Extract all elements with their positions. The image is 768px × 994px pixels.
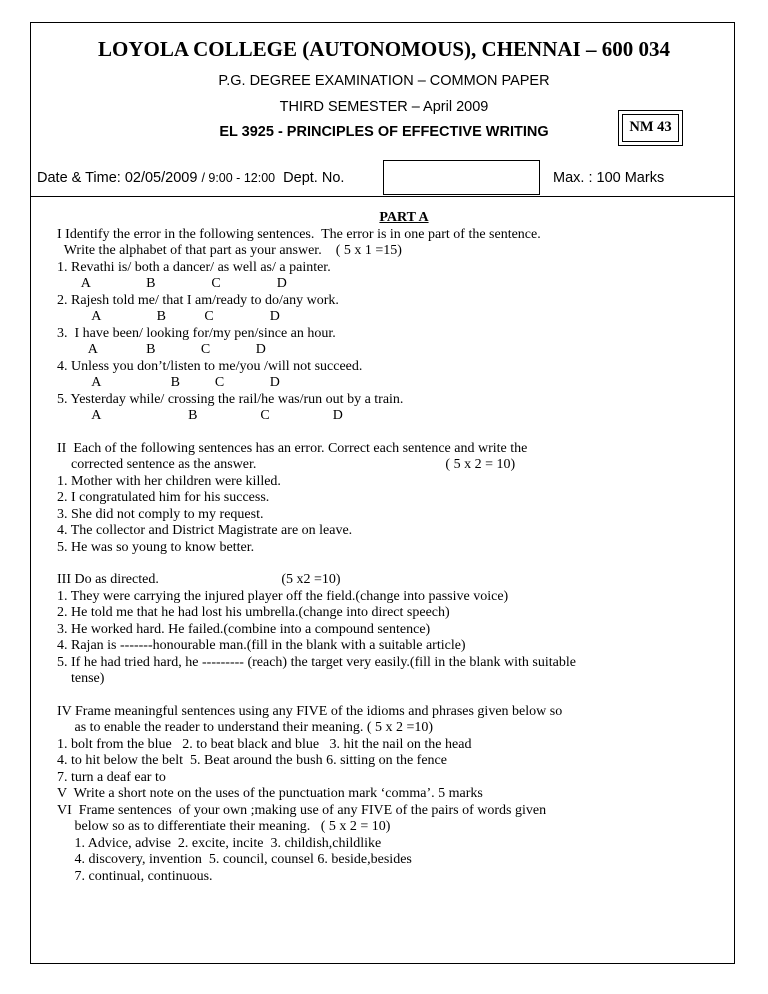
s3-item: 2. He told me that he had lost his umbrella.(change into direct speech) — [57, 605, 450, 620]
s3-item: 3. He worked hard. He failed.(combine into a compound sentence) — [57, 621, 431, 637]
s6-item: 1. Advice, advise 2. excite, incite 3. childish,childlike — [57, 835, 382, 851]
exam-title: P.G. DEGREE EXAMINATION – COMMON PAPER — [218, 73, 550, 89]
s2-item: 2. I congratulated him for his success. — [57, 490, 270, 505]
section-1-heading-2: Write the alphabet of that part as your answer. ( 5 x 1 =15) — [57, 243, 402, 258]
s4-item: 4. to hit below the belt 5. Beat around the bush 6. sitting on the fence — [57, 753, 447, 768]
paper-title: EL 3925 - PRINCIPLES OF EFFECTIVE WRITING — [219, 124, 549, 140]
s2-item: 1. Mother with her children were killed. — [57, 473, 281, 489]
section-5-heading: V Write a short note on the uses of the punctuation mark ‘comma’. 5 marks — [57, 786, 483, 801]
part-title: PART A — [379, 210, 429, 225]
s2-item: 4. The collector and District Magistrate are on leave. — [57, 523, 353, 538]
paper-code: NM 43 — [629, 119, 672, 135]
s1-question-2: 2. Rajesh told me/ that I am/ready to do/any work. — [57, 292, 339, 308]
s1-question-4-options: A B C D — [57, 375, 280, 390]
section-4-heading: IV Frame meaningful sentences using any FIVE of the idioms and phrases given below so — [57, 703, 563, 719]
s1-question-5: 5. Yesterday while/ crossing the rail/he was/run out by a train. — [57, 391, 404, 407]
s1-question-3: 3. I have been/ looking for/my pen/since an hour. — [57, 325, 336, 341]
s1-question-4: 4. Unless you don’t/listen to me/you /will not succeed. — [57, 358, 363, 374]
semester-title: THIRD SEMESTER – April 2009 — [279, 99, 489, 115]
s4-item: 1. bolt from the blue 2. to beat black and blue 3. hit the nail on the head — [57, 736, 472, 752]
max-marks: Max. : 100 Marks — [553, 170, 665, 186]
s1-question-3-options: A B C D — [57, 342, 266, 357]
question-body — [57, 210, 727, 885]
s4-item: 7. turn a deaf ear to — [57, 769, 166, 785]
section-6-heading-2: below so as to differentiate their meaning. ( 5 x 2 = 10) — [57, 819, 391, 834]
section-4-heading-2: as to enable the reader to understand their meaning. ( 5 x 2 =10) — [57, 720, 434, 735]
s1-question-1: 1. Revathi is/ both a dancer/ as well as/ a painter. — [57, 259, 331, 275]
s3-item: tense) — [57, 671, 105, 686]
s2-item: 5. He was so young to know better. — [57, 539, 255, 555]
paper-code-box — [618, 110, 683, 146]
section-2-heading: II Each of the following sentences has an error. Correct each sentence and write the — [57, 440, 528, 456]
section-3-heading: III Do as directed. (5 x2 =10) — [57, 572, 341, 587]
college-title: LOYOLA COLLEGE (AUTONOMOUS), CHENNAI – 600 034 — [98, 37, 670, 61]
s1-question-1-options: A B C D — [57, 276, 287, 291]
s3-item: 5. If he had tried hard, he --------- (reach) the target very easily.(fill in the blank with suitable — [57, 654, 576, 670]
date-time-line — [37, 170, 344, 186]
s2-item: 3. She did not comply to my request. — [57, 506, 264, 522]
dept-number-box[interactable] — [383, 160, 540, 195]
date-label: Date & Time: 02/05/2009 — [37, 170, 198, 186]
dept-label: Dept. No. — [283, 170, 345, 186]
section-2-heading-2: corrected sentence as the answer. ( 5 x 2 = 10) — [57, 457, 516, 472]
time-text: / 9:00 - 12:00 — [201, 171, 276, 185]
s6-item: 4. discovery, invention 5. council, counsel 6. beside,besides — [57, 852, 412, 867]
section-6-heading: VI Frame sentences of your own ;making use of any FIVE of the pairs of words given — [57, 802, 547, 818]
section-1-heading: I Identify the error in the following sentences. The error is in one part of the sentence. — [57, 226, 541, 242]
s1-question-5-options: A B C D — [57, 408, 343, 423]
header-separator — [30, 196, 735, 197]
s3-item: 1. They were carrying the injured player off the field.(change into passive voice) — [57, 588, 509, 604]
s1-question-2-options: A B C D — [57, 309, 280, 324]
s6-item: 7. continual, continuous. — [57, 868, 213, 884]
s3-item: 4. Rajan is -------honourable man.(fill in the blank with a suitable article) — [57, 638, 466, 653]
